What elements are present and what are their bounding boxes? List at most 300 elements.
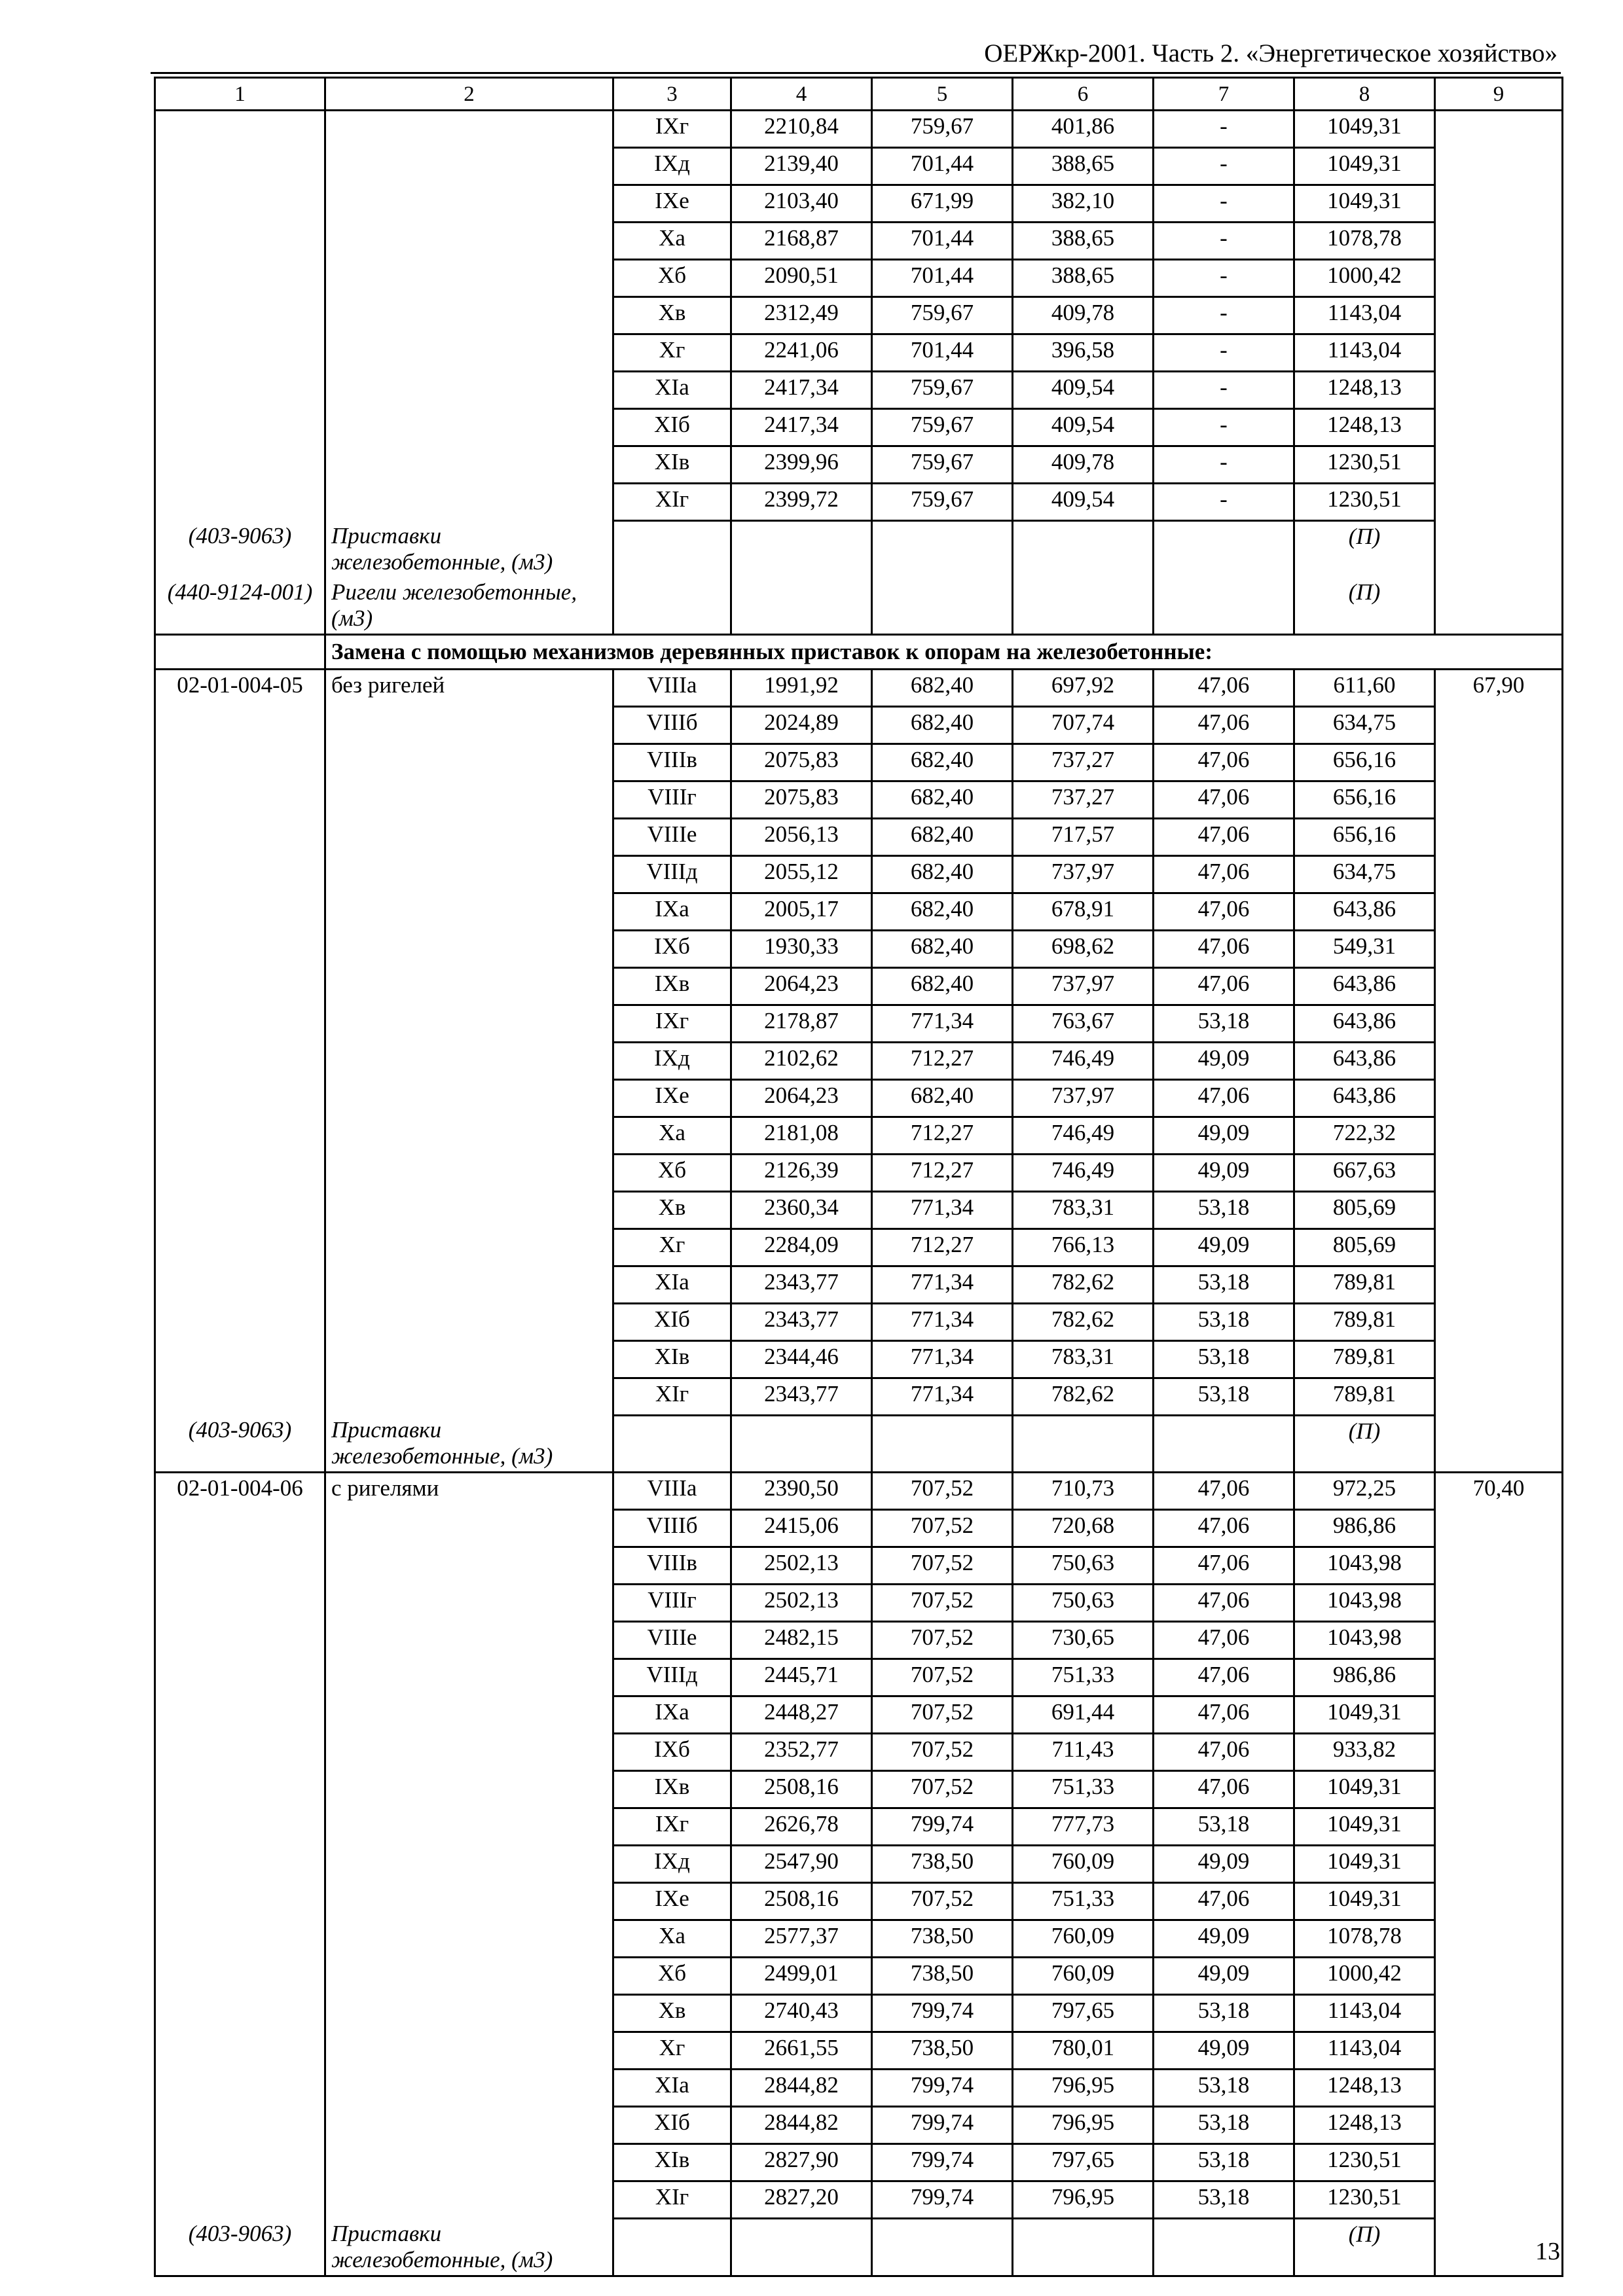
empty-cell (155, 1883, 325, 1920)
empty-cell (325, 1340, 613, 1378)
materials: 789,81 (1294, 1303, 1435, 1340)
column-number: 6 (1013, 78, 1154, 111)
wages: 759,67 (872, 409, 1013, 446)
machinist-wages: - (1154, 111, 1294, 148)
machinist-wages: 49,09 (1154, 1920, 1294, 1958)
document-header-title: ОЕРЖкр-2001. Часть 2. «Энергетическое хозяйство» (984, 39, 1558, 67)
empty-cell (1013, 521, 1154, 577)
materials: 1000,42 (1294, 260, 1435, 297)
price-table-body (155, 78, 1563, 2276)
empty-cell (1435, 1117, 1563, 1154)
total-cost: 2075,83 (731, 744, 872, 781)
materials: 972,25 (1294, 1473, 1435, 1510)
empty-cell (155, 1622, 325, 1659)
total-cost: 2399,72 (731, 484, 872, 521)
region-code: XIв (613, 446, 731, 484)
machinist-wages: - (1154, 484, 1294, 521)
machinist-wages: 47,06 (1154, 818, 1294, 855)
empty-cell (1435, 446, 1563, 484)
total-cost: 2056,13 (731, 818, 872, 855)
total-cost: 2352,77 (731, 1734, 872, 1771)
wages: 799,74 (872, 1995, 1013, 2032)
machine-operation: 797,65 (1013, 2144, 1154, 2181)
total-cost: 2210,84 (731, 111, 872, 148)
empty-cell (1435, 930, 1563, 967)
resource-description: Ригели железобетонные, (м3) (325, 577, 613, 635)
empty-cell (1154, 2219, 1294, 2276)
empty-cell (325, 409, 613, 446)
wages: 759,67 (872, 111, 1013, 148)
empty-cell (1435, 2181, 1563, 2219)
empty-cell (325, 2070, 613, 2107)
empty-cell (155, 2107, 325, 2144)
empty-cell (155, 967, 325, 1005)
empty-cell (155, 930, 325, 967)
wages: 682,40 (872, 781, 1013, 818)
column-number: 8 (1294, 78, 1435, 111)
empty-cell (1435, 1808, 1563, 1846)
empty-cell (155, 1079, 325, 1117)
materials: 1049,31 (1294, 1846, 1435, 1883)
total-cost: 2181,08 (731, 1117, 872, 1154)
empty-cell (1435, 372, 1563, 409)
region-code: Xб (613, 1154, 731, 1191)
empty-cell (155, 446, 325, 484)
materials: 933,82 (1294, 1734, 1435, 1771)
machine-operation: 737,97 (1013, 967, 1154, 1005)
materials: 805,69 (1294, 1191, 1435, 1229)
region-code: Xб (613, 1958, 731, 1995)
empty-cell (155, 1005, 325, 1042)
empty-cell (325, 446, 613, 484)
total-cost: 2241,06 (731, 334, 872, 372)
wages: 712,27 (872, 1117, 1013, 1154)
empty-cell (325, 1659, 613, 1696)
table-row (155, 1510, 1563, 1547)
column-number: 2 (325, 78, 613, 111)
machine-operation: 746,49 (1013, 1117, 1154, 1154)
materials: 1049,31 (1294, 1771, 1435, 1808)
table-row (155, 1191, 1563, 1229)
total-cost: 2284,09 (731, 1229, 872, 1266)
total-cost: 2343,77 (731, 1378, 872, 1415)
materials: 1049,31 (1294, 148, 1435, 185)
region-code: VIIIг (613, 1585, 731, 1622)
machine-operation: 783,31 (1013, 1340, 1154, 1378)
materials: 1143,04 (1294, 2032, 1435, 2070)
wages: 707,52 (872, 1771, 1013, 1808)
materials: 643,86 (1294, 893, 1435, 930)
resource-code: (403-9063) (155, 1415, 325, 1473)
total-cost: 2508,16 (731, 1883, 872, 1920)
materials: 1143,04 (1294, 297, 1435, 334)
empty-cell (1435, 148, 1563, 185)
empty-cell (155, 2181, 325, 2219)
empty-cell (155, 634, 325, 669)
machinist-wages: 47,06 (1154, 781, 1294, 818)
total-cost: 2343,77 (731, 1266, 872, 1303)
machinist-wages: 49,09 (1154, 1042, 1294, 1079)
materials: 1248,13 (1294, 409, 1435, 446)
empty-cell (1435, 1696, 1563, 1734)
resource-code: (403-9063) (155, 521, 325, 577)
empty-cell (325, 1510, 613, 1547)
table-row (155, 818, 1563, 855)
empty-cell (1435, 1659, 1563, 1696)
machinist-wages: 47,06 (1154, 1585, 1294, 1622)
empty-cell (325, 185, 613, 223)
region-code: VIIIб (613, 1510, 731, 1547)
empty-cell (1435, 855, 1563, 893)
machinist-wages: 49,09 (1154, 1958, 1294, 1995)
machinist-wages: 47,06 (1154, 1622, 1294, 1659)
materials: 1043,98 (1294, 1547, 1435, 1585)
machinist-wages: 47,06 (1154, 893, 1294, 930)
machine-operation: 760,09 (1013, 1846, 1154, 1883)
machine-operation: 382,10 (1013, 185, 1154, 223)
empty-cell (155, 781, 325, 818)
wages: 682,40 (872, 818, 1013, 855)
empty-cell (325, 1734, 613, 1771)
empty-cell (155, 1995, 325, 2032)
table-row (155, 409, 1563, 446)
table-row (155, 893, 1563, 930)
table-row (155, 2070, 1563, 2107)
empty-cell (1435, 1303, 1563, 1340)
empty-cell (872, 521, 1013, 577)
machinist-wages: - (1154, 297, 1294, 334)
empty-cell (325, 1883, 613, 1920)
empty-cell (155, 1585, 325, 1622)
total-cost: 2547,90 (731, 1846, 872, 1883)
empty-cell (155, 111, 325, 148)
materials: 611,60 (1294, 669, 1435, 706)
empty-cell (1435, 409, 1563, 446)
machine-operation: 766,13 (1013, 1229, 1154, 1266)
wages: 707,52 (872, 1696, 1013, 1734)
table-row (155, 1117, 1563, 1154)
empty-cell (325, 1995, 613, 2032)
empty-cell (325, 484, 613, 521)
machine-operation: 737,97 (1013, 855, 1154, 893)
region-code: XIг (613, 1378, 731, 1415)
materials: 656,16 (1294, 818, 1435, 855)
empty-cell (613, 521, 731, 577)
total-cost: 2482,15 (731, 1622, 872, 1659)
machinist-wages: 49,09 (1154, 1154, 1294, 1191)
region-code: Xв (613, 1995, 731, 2032)
machine-operation: 746,49 (1013, 1042, 1154, 1079)
price-table (154, 77, 1563, 2277)
empty-cell (1435, 706, 1563, 744)
region-code: IXа (613, 893, 731, 930)
table-row (155, 260, 1563, 297)
empty-cell (155, 334, 325, 372)
machinist-wages: - (1154, 409, 1294, 446)
page-number: 13 (1535, 2238, 1560, 2265)
empty-cell (1435, 1079, 1563, 1117)
wages: 701,44 (872, 148, 1013, 185)
materials: 634,75 (1294, 706, 1435, 744)
machinist-wages: 53,18 (1154, 1191, 1294, 1229)
resource-description: Приставки железобетонные, (м3) (325, 521, 613, 577)
empty-cell (1435, 1622, 1563, 1659)
empty-cell (325, 855, 613, 893)
region-code: XIг (613, 484, 731, 521)
machinist-wages: 49,09 (1154, 1117, 1294, 1154)
empty-cell (1435, 484, 1563, 521)
empty-cell (325, 706, 613, 744)
wages: 738,50 (872, 2032, 1013, 2070)
machine-operation: 750,63 (1013, 1585, 1154, 1622)
total-cost: 2360,34 (731, 1191, 872, 1229)
region-code: Xг (613, 1229, 731, 1266)
machinist-wages: 53,18 (1154, 2070, 1294, 2107)
header-rule (151, 72, 1561, 74)
machinist-wages: 47,06 (1154, 1473, 1294, 1510)
empty-cell (1435, 1846, 1563, 1883)
total-cost: 2399,96 (731, 446, 872, 484)
region-code: IXд (613, 1042, 731, 1079)
table-row (155, 1696, 1563, 1734)
wages: 682,40 (872, 744, 1013, 781)
region-code: Xб (613, 260, 731, 297)
materials: 789,81 (1294, 1378, 1435, 1415)
empty-cell (872, 1415, 1013, 1473)
machinist-wages: 47,06 (1154, 930, 1294, 967)
machinist-wages: 53,18 (1154, 1303, 1294, 1340)
total-cost: 2102,62 (731, 1042, 872, 1079)
machinist-wages: - (1154, 260, 1294, 297)
total-cost: 1930,33 (731, 930, 872, 967)
empty-cell (1435, 744, 1563, 781)
machine-operation: 780,01 (1013, 2032, 1154, 2070)
region-code: Xа (613, 1920, 731, 1958)
table-row (155, 669, 1563, 706)
machine-operation: 751,33 (1013, 1771, 1154, 1808)
materials: 643,86 (1294, 1079, 1435, 1117)
empty-cell (1435, 1266, 1563, 1303)
resource-description: Приставки железобетонные, (м3) (325, 1415, 613, 1473)
machinist-wages: 47,06 (1154, 1771, 1294, 1808)
empty-cell (1435, 2107, 1563, 2144)
table-row (155, 1995, 1563, 2032)
region-code: XIг (613, 2181, 731, 2219)
machinist-wages: 53,18 (1154, 1266, 1294, 1303)
machinist-wages: 47,06 (1154, 1696, 1294, 1734)
empty-cell (1435, 1734, 1563, 1771)
empty-cell (325, 1547, 613, 1585)
materials: 1143,04 (1294, 1995, 1435, 2032)
column-number-row (155, 78, 1563, 111)
table-row (155, 1659, 1563, 1696)
table-row (155, 2181, 1563, 2219)
table-row (155, 1340, 1563, 1378)
region-code: IXе (613, 1883, 731, 1920)
empty-cell (1435, 1883, 1563, 1920)
machinist-wages: 49,09 (1154, 2032, 1294, 2070)
region-code: XIа (613, 2070, 731, 2107)
empty-cell (325, 2181, 613, 2219)
machine-operation: 782,62 (1013, 1378, 1154, 1415)
table-row (155, 1920, 1563, 1958)
empty-cell (1435, 1958, 1563, 1995)
empty-cell (325, 781, 613, 818)
materials: 656,16 (1294, 744, 1435, 781)
empty-cell (155, 1547, 325, 1585)
wages: 771,34 (872, 1378, 1013, 1415)
machine-operation: 797,65 (1013, 1995, 1154, 2032)
resource-mark: (П) (1294, 521, 1435, 577)
total-cost: 2344,46 (731, 1340, 872, 1378)
empty-cell (613, 1415, 731, 1473)
machinist-wages: 47,06 (1154, 744, 1294, 781)
wages: 799,74 (872, 2144, 1013, 2181)
empty-cell (155, 1808, 325, 1846)
machine-operation: 396,58 (1013, 334, 1154, 372)
empty-cell (1435, 781, 1563, 818)
labor-cost: 67,90 (1435, 669, 1563, 706)
materials: 1078,78 (1294, 1920, 1435, 1958)
empty-cell (325, 372, 613, 409)
total-cost: 2844,82 (731, 2107, 872, 2144)
machine-operation: 711,43 (1013, 1734, 1154, 1771)
column-number: 4 (731, 78, 872, 111)
empty-cell (325, 148, 613, 185)
total-cost: 2827,90 (731, 2144, 872, 2181)
machinist-wages: 53,18 (1154, 1995, 1294, 2032)
region-code: XIб (613, 1303, 731, 1340)
note-row (155, 1415, 1563, 1473)
machine-operation: 678,91 (1013, 893, 1154, 930)
machine-operation: 710,73 (1013, 1473, 1154, 1510)
total-cost: 2178,87 (731, 1005, 872, 1042)
table-row (155, 1883, 1563, 1920)
empty-cell (325, 893, 613, 930)
empty-cell (325, 1229, 613, 1266)
machine-operation: 698,62 (1013, 930, 1154, 967)
empty-cell (1435, 2032, 1563, 2070)
empty-cell (155, 818, 325, 855)
region-code: VIIIд (613, 1659, 731, 1696)
column-number: 3 (613, 78, 731, 111)
total-cost: 2827,20 (731, 2181, 872, 2219)
region-code: IXа (613, 1696, 731, 1734)
machine-operation: 751,33 (1013, 1659, 1154, 1696)
total-cost: 2126,39 (731, 1154, 872, 1191)
materials: 1230,51 (1294, 484, 1435, 521)
empty-cell (325, 260, 613, 297)
empty-cell (325, 930, 613, 967)
empty-cell (325, 1771, 613, 1808)
machine-operation: 760,09 (1013, 1920, 1154, 1958)
empty-cell (325, 1808, 613, 1846)
wages: 799,74 (872, 1808, 1013, 1846)
empty-cell (1435, 185, 1563, 223)
materials: 549,31 (1294, 930, 1435, 967)
region-code: VIIIе (613, 1622, 731, 1659)
machine-operation: 401,86 (1013, 111, 1154, 148)
machinist-wages: 47,06 (1154, 967, 1294, 1005)
empty-cell (155, 1659, 325, 1696)
materials: 986,86 (1294, 1510, 1435, 1547)
total-cost: 2508,16 (731, 1771, 872, 1808)
total-cost: 2064,23 (731, 1079, 872, 1117)
materials: 1049,31 (1294, 185, 1435, 223)
total-cost: 2448,27 (731, 1696, 872, 1734)
region-code: IXе (613, 1079, 731, 1117)
region-code: IXе (613, 185, 731, 223)
materials: 1049,31 (1294, 1808, 1435, 1846)
region-code: VIIIд (613, 855, 731, 893)
wages: 771,34 (872, 1005, 1013, 1042)
machine-operation: 751,33 (1013, 1883, 1154, 1920)
total-cost: 2499,01 (731, 1958, 872, 1995)
empty-cell (325, 1920, 613, 1958)
empty-cell (325, 1696, 613, 1734)
materials: 643,86 (1294, 967, 1435, 1005)
region-code: XIб (613, 2107, 731, 2144)
empty-cell (325, 1042, 613, 1079)
materials: 656,16 (1294, 781, 1435, 818)
total-cost: 2168,87 (731, 223, 872, 260)
table-row (155, 1042, 1563, 1079)
empty-cell (1435, 1547, 1563, 1585)
empty-cell (1435, 521, 1563, 577)
materials: 1000,42 (1294, 1958, 1435, 1995)
machinist-wages: 47,06 (1154, 669, 1294, 706)
region-code: IXв (613, 967, 731, 1005)
machine-operation: 720,68 (1013, 1510, 1154, 1547)
total-cost: 2024,89 (731, 706, 872, 744)
table-row (155, 1303, 1563, 1340)
empty-cell (1013, 1415, 1154, 1473)
empty-cell (155, 1191, 325, 1229)
machine-operation: 796,95 (1013, 2107, 1154, 2144)
region-code: XIв (613, 2144, 731, 2181)
empty-cell (325, 1585, 613, 1622)
table-row (155, 484, 1563, 521)
empty-cell (731, 521, 872, 577)
total-cost: 2502,13 (731, 1547, 872, 1585)
table-row (155, 297, 1563, 334)
total-cost: 2055,12 (731, 855, 872, 893)
region-code: VIIIб (613, 706, 731, 744)
empty-cell (155, 372, 325, 409)
column-number: 5 (872, 78, 1013, 111)
wages: 682,40 (872, 930, 1013, 967)
region-code: Xг (613, 334, 731, 372)
empty-cell (325, 2107, 613, 2144)
empty-cell (731, 2219, 872, 2276)
wages: 738,50 (872, 1958, 1013, 1995)
materials: 722,32 (1294, 1117, 1435, 1154)
materials: 1143,04 (1294, 334, 1435, 372)
region-code: VIIIе (613, 818, 731, 855)
empty-cell (1435, 1510, 1563, 1547)
wages: 682,40 (872, 855, 1013, 893)
table-row (155, 706, 1563, 744)
region-code: XIб (613, 409, 731, 446)
table-row (155, 1734, 1563, 1771)
empty-cell (731, 577, 872, 635)
empty-cell (325, 1846, 613, 1883)
table-row (155, 1266, 1563, 1303)
machine-operation: 388,65 (1013, 223, 1154, 260)
empty-cell (1435, 223, 1563, 260)
machine-operation: 697,92 (1013, 669, 1154, 706)
region-code: IXг (613, 1808, 731, 1846)
